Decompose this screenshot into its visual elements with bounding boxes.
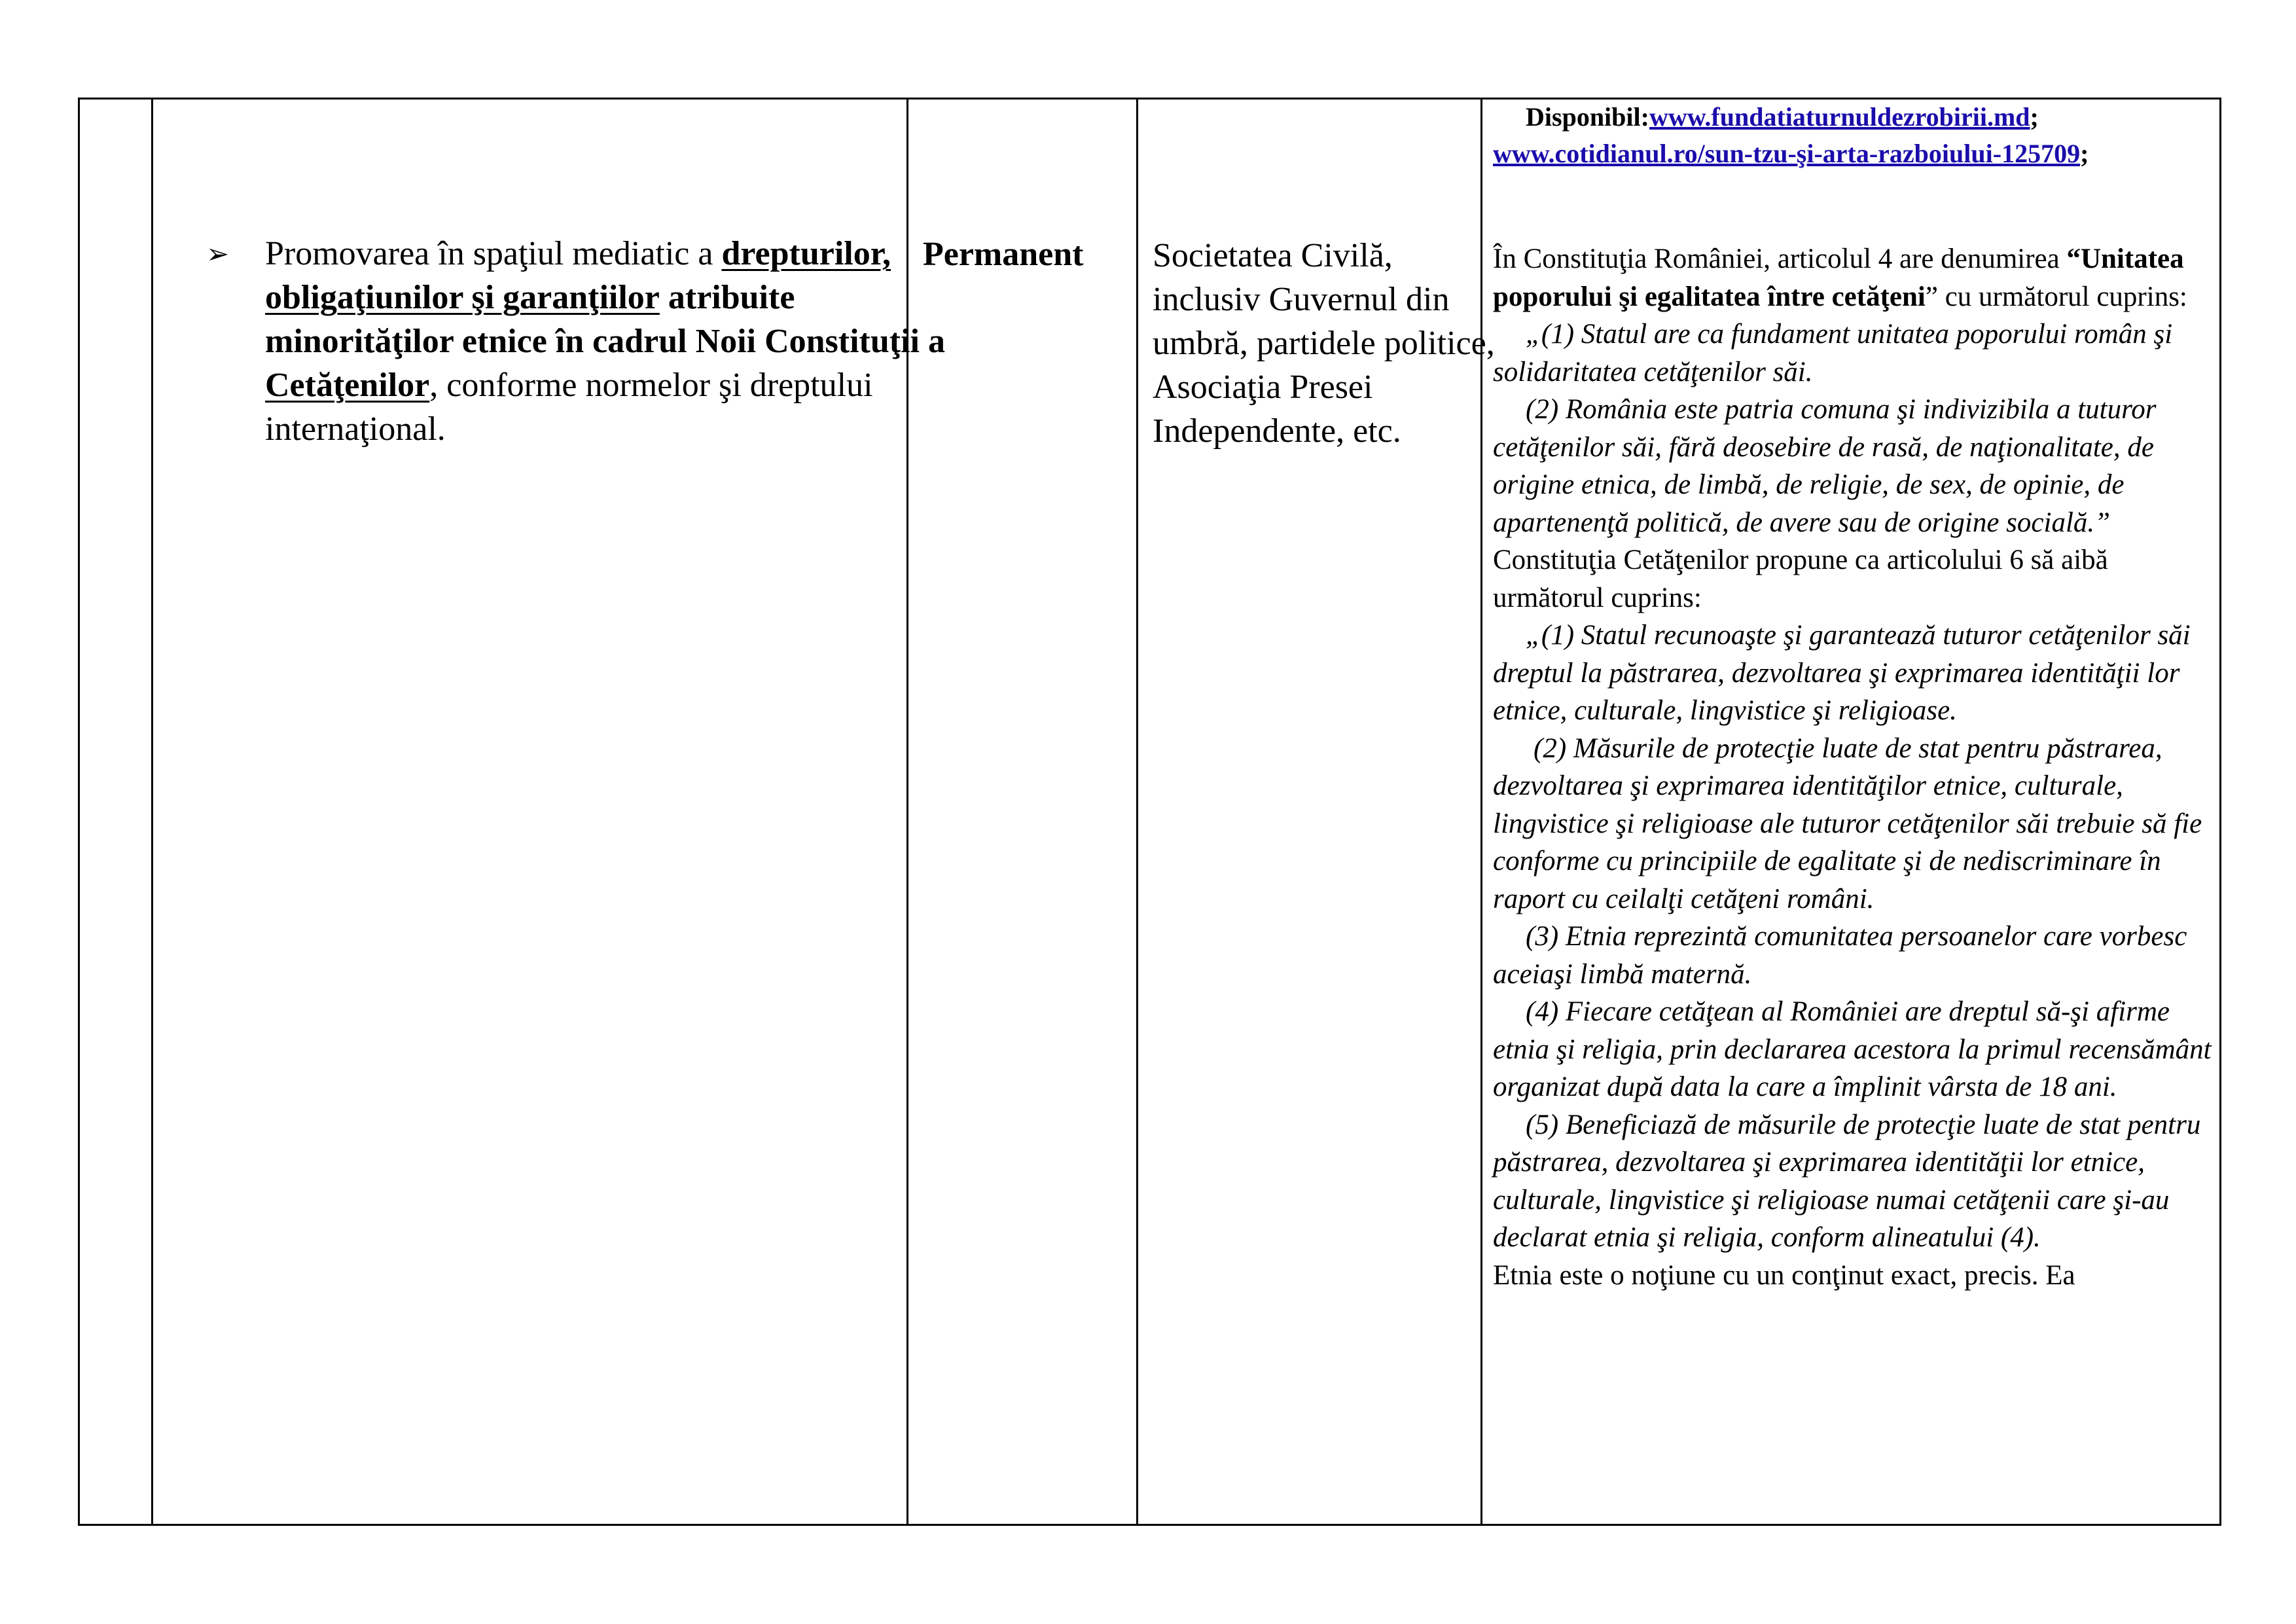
column-divider: [1136, 98, 1138, 1526]
arrow-bullet-icon: ➢: [206, 238, 230, 270]
references-text: [1493, 240, 2219, 1294]
intro-text-end: ” cu următorul cuprins:: [1925, 281, 2187, 312]
citizens-constitution-intro: Constituţia Cetăţenilor propune ca articolului 6 să aibă următorul cuprins:: [1493, 545, 2108, 613]
table-bottom-border: [78, 1524, 2221, 1526]
activity-intro: Promovarea în spaţiul mediatic a: [265, 235, 713, 272]
column-divider: [2219, 98, 2221, 1526]
article6-para5: (5) Beneficiază de măsurile de protecţie luate de stat pentru păstrarea, dezvoltarea şi exprimarea identităţii lor etnice, culturale, lingvistice şi religioase numai cetăţenii care şi-au declarat etnia şi religia, conform alineatului (4).: [1493, 1109, 2201, 1253]
references-sources: [1493, 99, 2219, 172]
source-link-2[interactable]: www.cotidianul.ro/sun-tzu-şi-arta-razboiului-125709: [1493, 139, 2081, 168]
separator: ;: [2080, 139, 2089, 168]
activity-mid: atribuite minorităţilor etnice în cadrul Noii Constituţii a: [265, 279, 945, 360]
activity-cell: [206, 232, 992, 451]
column-divider: [78, 98, 80, 1526]
article6-para3: (3) Etnia reprezintă comunitatea persoanelor care vorbesc aceiaşi limbă maternă.: [1493, 921, 2187, 990]
ethnicity-paragraph: Etnia este o noţiune cu un conţinut exact, precis. Ea: [1493, 1259, 2075, 1291]
intro-text: În Constituţia României, articolul 4 are denumirea: [1493, 244, 2067, 274]
constitution-intro: [1493, 240, 2219, 316]
article6-para4: (4) Fiecare cetăţean al României are dreptul să-şi afirme etnia şi religia, prin declararea acestora la primul recensământ organizat după data la care a împlinit vârsta de 18 ani.: [1493, 996, 2212, 1102]
term-cell: Permanent: [923, 236, 1084, 273]
source-link-1[interactable]: www.fundatiaturnuldezrobirii.md: [1649, 102, 2030, 132]
article6-para1: „(1) Statul recunoaşte şi garantează tuturor cetăţenilor săi dreptul la păstrarea, dezvoltarea şi exprimarea identităţii lor etnice, culturale, lingvistice şi religioase.: [1493, 620, 2191, 726]
article6-para2: (2) Măsurile de protecţie luate de stat pentru păstrarea, dezvoltarea şi exprimarea identităţilor etnice, culturale, lingvistice şi religioase ale tuturor cetăţenilor săi trebuie să fie conforme cu principiile de egalitate şi de nediscriminare în raport cu ceilalţi cetăţeni români.: [1493, 732, 2202, 914]
activity-citizens: Cetăţenilor: [265, 367, 430, 404]
separator: ;: [2030, 102, 2039, 132]
document-table: [78, 98, 2221, 1526]
column-divider: [151, 98, 153, 1526]
activity-end: , conforme normelor şi dreptului internaţional.: [265, 367, 873, 448]
activity-rights: drepturilor, obligaţiunilor şi garanţiilor: [265, 235, 891, 316]
article4-para1: „(1) Statul are ca fundament unitatea poporului român şi solidaritatea cetăţenilor săi.: [1493, 319, 2173, 388]
activity-text: [265, 232, 992, 451]
article4-para2: (2) România este patria comuna şi indivizibila a tuturor cetăţenilor săi, fără deosebire de rasă, de naţionalitate, de origine etnica, de limbă, de religie, de sex, de opinie, de apartenenţă politică, de avere sau de origine socială.”: [1493, 394, 2157, 538]
responsible-cell: Societatea Civilă, inclusiv Guvernul din umbră, partidele politice, Asociaţia Presei Independente, etc.: [1153, 237, 1495, 450]
article-title: “Unitatea poporului şi egalitatea între cetăţeni: [1493, 244, 2184, 312]
available-label: Disponibil:: [1526, 102, 1649, 132]
